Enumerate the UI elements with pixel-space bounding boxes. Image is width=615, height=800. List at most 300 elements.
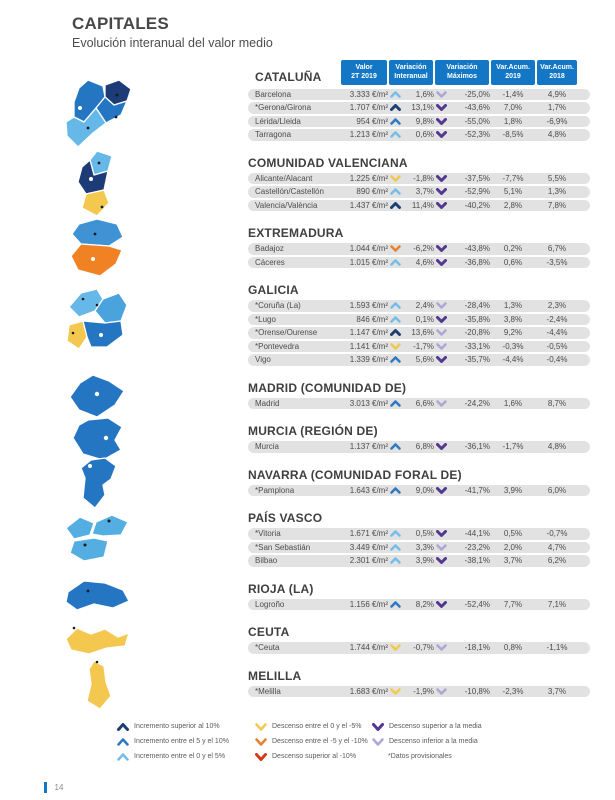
maximos-arrow <box>434 316 454 323</box>
acum-2019-value: -1,7% <box>502 442 524 451</box>
maximos-arrow <box>434 188 454 195</box>
page-subtitle: Evolución interanual del valor medio <box>72 36 273 50</box>
valor-value: 1.437 €/m² <box>349 200 388 210</box>
maximos-value: -35,8% <box>464 314 490 324</box>
interanual-value: 6,8% <box>415 442 434 451</box>
acum-2018-value: -0,7% <box>546 529 568 538</box>
interanual-value: 5,6% <box>415 355 434 364</box>
interanual-value: 0,6% <box>415 130 434 139</box>
region-map-cell <box>0 60 248 143</box>
maximos-arrow <box>434 329 454 336</box>
city-label: Barcelona <box>255 89 292 99</box>
region-content <box>248 226 590 270</box>
maximos-value: -43,8% <box>464 244 490 253</box>
acum-2019-value: 1,6% <box>503 398 523 408</box>
down-above-arrow-icon <box>436 356 447 363</box>
up-5-10-arrow-icon <box>390 601 401 608</box>
acum-2018-value: 6,7% <box>547 244 567 253</box>
interanual-arrow <box>388 329 404 336</box>
interanual-arrow <box>388 443 404 450</box>
down-below-arrow-icon <box>436 688 447 695</box>
valor-value: 1.141 €/m² <box>349 341 388 351</box>
down-0-5-arrow-icon <box>390 688 401 695</box>
valor-value: 1.593 €/m² <box>349 301 388 310</box>
region-section <box>0 381 615 412</box>
city-label: *Gerona/Girona <box>255 103 312 112</box>
city-label: *Coruña (La) <box>255 301 301 310</box>
city-label: Murcia <box>255 442 280 451</box>
city-label: *Lugo <box>255 314 276 324</box>
region-section <box>0 511 615 569</box>
acum-2019-value: -1,4% <box>502 89 524 99</box>
interanual-value: 0,5% <box>415 529 434 538</box>
region-map-madrid <box>67 372 129 420</box>
acum-2018-value: -0,4% <box>546 355 568 364</box>
maximos-value: -25,0% <box>464 89 490 99</box>
valor-value: 1.015 €/m² <box>349 257 388 267</box>
region-content <box>248 60 590 143</box>
down-0-5-arrow-icon <box>390 644 401 651</box>
city-row <box>248 116 590 128</box>
region-content <box>248 381 590 412</box>
city-row <box>248 398 590 410</box>
column-header: Variación Interanual <box>389 60 433 85</box>
acum-2019-value: 3,8% <box>503 314 523 324</box>
city-row <box>248 327 590 339</box>
acum-2018-value: -0,5% <box>546 341 568 351</box>
down-below-arrow-icon <box>436 544 447 551</box>
down-10-arrow-icon <box>255 753 267 761</box>
region-map-cell <box>0 625 248 656</box>
interanual-arrow <box>388 302 404 309</box>
region-section <box>0 669 615 700</box>
interanual-value: 3,9% <box>415 556 434 565</box>
maximos-arrow <box>434 356 454 363</box>
city-row <box>248 485 590 497</box>
down-below-arrow-icon <box>436 400 447 407</box>
down-above-arrow-icon <box>436 188 447 195</box>
legend-label: Descenso superior al -10% <box>272 753 357 760</box>
up-0-5-arrow-icon <box>390 131 401 138</box>
maximos-arrow <box>434 400 454 407</box>
region-map-cell <box>0 424 248 455</box>
region-map-valenciana <box>69 149 127 219</box>
city-label: *Melilla <box>255 686 281 696</box>
city-row <box>248 186 590 198</box>
valor-value: 1.744 €/m² <box>349 643 388 652</box>
acum-2018-value: 7,8% <box>547 200 567 210</box>
city-row <box>248 555 590 567</box>
city-label: Castellón/Castellón <box>255 187 324 196</box>
down-5-10-arrow-icon <box>390 245 401 252</box>
up-0-5-arrow-icon <box>390 302 401 309</box>
maximos-value: -37,5% <box>464 173 490 183</box>
interanual-arrow <box>388 245 404 252</box>
page-number-bar <box>44 782 47 793</box>
maximos-value: -36,1% <box>464 442 490 451</box>
region-map-galicia <box>61 285 135 365</box>
legend-item <box>255 719 372 734</box>
acum-2018-value: -6,9% <box>546 116 568 126</box>
acum-2018-value: 1,7% <box>547 103 567 112</box>
region-map-cell <box>0 669 248 700</box>
region-content <box>248 625 590 656</box>
region-section <box>0 60 615 143</box>
region-section <box>0 156 615 214</box>
interanual-arrow <box>388 544 404 551</box>
legend-item <box>255 749 372 764</box>
down-above-arrow-icon <box>436 104 447 111</box>
page-footer <box>44 782 63 793</box>
up-5-10-arrow-icon <box>117 738 129 746</box>
interanual-value: 0,1% <box>415 314 434 324</box>
maximos-arrow <box>434 530 454 537</box>
maximos-value: -28,4% <box>464 301 490 310</box>
acum-2019-value: -8,5% <box>502 130 524 139</box>
acum-2018-value: 4,9% <box>547 89 567 99</box>
city-label: Logroño <box>255 599 285 609</box>
city-label: Madrid <box>255 398 280 408</box>
legend-label: Descenso inferior a la media <box>389 738 478 745</box>
city-row <box>248 129 590 141</box>
city-row <box>248 354 590 366</box>
page-number: 14 <box>54 783 64 792</box>
down-below-arrow-icon <box>372 738 384 746</box>
city-row <box>248 257 590 269</box>
down-above-arrow-icon <box>436 245 447 252</box>
down-above-arrow-icon <box>436 443 447 450</box>
up-0-5-arrow-icon <box>390 557 401 564</box>
interanual-arrow <box>388 202 404 209</box>
city-row <box>248 243 590 255</box>
region-content <box>248 468 590 499</box>
maximos-arrow <box>434 202 454 209</box>
valor-value: 846 €/m² <box>356 314 388 324</box>
interanual-value: -1,7% <box>413 341 434 351</box>
maximos-value: -41,7% <box>464 485 490 495</box>
region-content <box>248 424 590 455</box>
region-map-navarra <box>76 456 120 510</box>
city-row <box>248 314 590 326</box>
acum-2019-value: 0,2% <box>503 244 523 253</box>
maximos-arrow <box>434 343 454 350</box>
interanual-arrow <box>388 343 404 350</box>
acum-2018-value: 1,3% <box>547 187 567 196</box>
up-5-10-arrow-icon <box>390 443 401 450</box>
interanual-arrow <box>388 557 404 564</box>
down-above-arrow-icon <box>436 316 447 323</box>
up-5-10-arrow-icon <box>390 118 401 125</box>
interanual-value: 11,4% <box>411 200 434 210</box>
down-above-arrow-icon <box>436 259 447 266</box>
region-content <box>248 582 590 613</box>
acum-2018-value: 4,7% <box>547 542 567 552</box>
acum-2018-value: 7,1% <box>547 599 567 609</box>
up-10-arrow-icon <box>390 329 401 336</box>
legend-item <box>372 719 615 734</box>
maximos-value: -20,8% <box>464 328 490 337</box>
city-row <box>248 102 590 114</box>
city-row <box>248 300 590 312</box>
acum-2019-value: 0,8% <box>503 643 523 652</box>
interanual-value: -1,9% <box>413 686 434 696</box>
up-0-5-arrow-icon <box>390 316 401 323</box>
valor-value: 1.683 €/m² <box>349 686 388 696</box>
region-title: MURCIA (REGIÓN DE) <box>248 424 378 438</box>
city-row <box>248 642 590 654</box>
interanual-arrow <box>388 400 404 407</box>
city-row <box>248 89 590 101</box>
valor-value: 1.213 €/m² <box>349 130 388 139</box>
valor-value: 1.707 €/m² <box>349 103 388 112</box>
interanual-value: 9,8% <box>415 116 434 126</box>
city-row <box>248 542 590 554</box>
acum-2019-value: 0,6% <box>503 257 523 267</box>
region-title: GALICIA <box>248 283 299 297</box>
region-content <box>248 669 590 700</box>
region-section <box>0 582 615 613</box>
acum-2019-value: 2,8% <box>503 200 523 210</box>
region-title: EXTREMADURA <box>248 226 344 240</box>
interanual-value: 2,4% <box>415 301 434 310</box>
region-title: NAVARRA (COMUNIDAD FORAL DE) <box>248 467 462 482</box>
city-label: *San Sebastián <box>255 542 311 552</box>
maximos-value: -43,6% <box>464 103 490 112</box>
acum-2018-value: 4,8% <box>547 442 567 451</box>
maximos-value: -10,8% <box>464 686 490 696</box>
acum-2018-value: -4,4% <box>546 328 568 337</box>
city-row <box>248 200 590 212</box>
up-10-arrow-icon <box>117 723 129 731</box>
acum-2019-value: 0,5% <box>503 529 523 538</box>
down-0-5-arrow-icon <box>390 175 401 182</box>
legend-label: Incremento entre el 0 y el 5% <box>134 753 226 760</box>
down-above-arrow-icon <box>436 557 447 564</box>
down-0-5-arrow-icon <box>390 343 401 350</box>
valor-value: 1.671 €/m² <box>349 529 388 538</box>
interanual-arrow <box>388 188 404 195</box>
acum-2019-value: -2,3% <box>502 686 524 696</box>
up-0-5-arrow-icon <box>390 91 401 98</box>
interanual-value: 13,6% <box>411 328 434 337</box>
city-row <box>248 441 590 453</box>
maximos-value: -44,1% <box>464 529 490 538</box>
down-above-arrow-icon <box>436 601 447 608</box>
down-above-arrow-icon <box>436 131 447 138</box>
legend-column <box>372 719 615 764</box>
maximos-value: -33,1% <box>464 341 490 351</box>
maximos-arrow <box>434 245 454 252</box>
acum-2019-value: -7,7% <box>502 173 524 183</box>
up-5-10-arrow-icon <box>390 487 401 494</box>
region-section <box>0 468 615 499</box>
city-label: *Pontevedra <box>255 341 300 351</box>
maximos-arrow <box>434 487 454 494</box>
legend-label: Descenso superior a la media <box>389 723 482 730</box>
maximos-arrow <box>434 259 454 266</box>
legend-item <box>255 734 372 749</box>
region-content <box>248 283 590 368</box>
region-map-rioja <box>64 575 132 619</box>
down-above-arrow-icon <box>436 202 447 209</box>
interanual-arrow <box>388 175 404 182</box>
region-title: CATALUÑA <box>255 69 322 84</box>
region-map-catalunya <box>60 76 136 154</box>
interanual-value: 4,6% <box>415 257 434 267</box>
region-content <box>248 156 590 214</box>
interanual-value: 3,7% <box>415 187 434 196</box>
interanual-value: 1,6% <box>415 89 434 99</box>
interanual-arrow <box>388 259 404 266</box>
acum-2018-value: -1,1% <box>546 643 568 652</box>
down-above-arrow-icon <box>436 530 447 537</box>
interanual-arrow <box>388 644 404 651</box>
down-above-arrow-icon <box>436 175 447 182</box>
valor-value: 1.147 €/m² <box>349 328 388 337</box>
region-map-cell <box>0 381 248 412</box>
interanual-arrow <box>388 688 404 695</box>
region-title: CEUTA <box>248 625 290 639</box>
city-label: Valencia/València <box>255 200 318 210</box>
acum-2018-value: 2,3% <box>547 301 567 310</box>
valor-value: 1.044 €/m² <box>349 244 388 253</box>
maximos-arrow <box>434 118 454 125</box>
region-map-ceuta <box>62 620 134 660</box>
maximos-arrow <box>434 302 454 309</box>
region-section <box>0 283 615 368</box>
region-map-cell <box>0 156 248 214</box>
down-below-arrow-icon <box>436 329 447 336</box>
up-0-5-arrow-icon <box>390 544 401 551</box>
acum-2019-value: 7,0% <box>503 103 523 112</box>
acum-2019-value: 2,0% <box>503 542 523 552</box>
interanual-value: 3,3% <box>415 542 434 552</box>
city-label: Vigo <box>255 355 271 364</box>
region-section <box>0 226 615 270</box>
acum-2019-value: 5,1% <box>503 187 523 196</box>
maximos-arrow <box>434 175 454 182</box>
acum-2019-value: -4,4% <box>502 355 524 364</box>
acum-2018-value: 6,2% <box>547 556 567 565</box>
valor-value: 2.301 €/m² <box>349 556 388 565</box>
acum-2019-value: 1,8% <box>503 116 523 126</box>
acum-2018-value: -2,4% <box>546 314 568 324</box>
region-map-cell <box>0 582 248 613</box>
maximos-value: -55,0% <box>464 116 490 126</box>
legend <box>117 719 615 764</box>
city-label: Tarragona <box>255 130 292 139</box>
acum-2018-value: -3,5% <box>546 257 568 267</box>
valor-value: 3.013 €/m² <box>349 398 388 408</box>
region-map-melilla <box>77 657 119 711</box>
city-row <box>248 173 590 185</box>
city-row <box>248 686 590 698</box>
up-0-5-arrow-icon <box>390 530 401 537</box>
maximos-value: -35,7% <box>464 355 490 364</box>
interanual-arrow <box>388 601 404 608</box>
region-title: RIOJA (LA) <box>248 581 314 596</box>
region-title: MADRID (COMUNIDAD DE) <box>248 380 407 395</box>
legend-column <box>117 719 255 764</box>
legend-column <box>255 719 372 764</box>
down-above-arrow-icon <box>436 118 447 125</box>
acum-2018-value: 5,5% <box>547 173 567 183</box>
up-0-5-arrow-icon <box>390 188 401 195</box>
legend-label: Descenso entre el 0 y el -5% <box>272 723 362 730</box>
interanual-value: -0,7% <box>413 643 434 652</box>
down-above-arrow-icon <box>436 487 447 494</box>
interanual-value: 6,6% <box>415 398 434 408</box>
valor-value: 1.643 €/m² <box>349 485 388 495</box>
down-0-5-arrow-icon <box>255 723 267 731</box>
valor-value: 1.137 €/m² <box>349 442 388 451</box>
legend-label: Incremento superior al 10% <box>134 723 220 730</box>
acum-2019-value: 9,2% <box>503 328 523 337</box>
legend-item <box>117 734 255 749</box>
down-below-arrow-icon <box>436 343 447 350</box>
region-map-extremadura <box>67 217 129 279</box>
region-map-cell <box>0 226 248 270</box>
region-title: MELILLA <box>248 668 302 683</box>
interanual-arrow <box>388 356 404 363</box>
acum-2018-value: 8,7% <box>547 398 567 408</box>
down-5-10-arrow-icon <box>255 738 267 746</box>
acum-2018-value: 4,8% <box>547 130 567 139</box>
valor-value: 1.156 €/m² <box>349 599 388 609</box>
interanual-arrow <box>388 91 404 98</box>
region-map-cell <box>0 468 248 499</box>
legend-item <box>117 749 255 764</box>
city-label: Badajoz <box>255 244 284 253</box>
down-below-arrow-icon <box>436 91 447 98</box>
up-10-arrow-icon <box>390 104 401 111</box>
column-header: Var.Acum. 2018 <box>537 60 577 85</box>
column-header: Variación Máximos <box>435 60 489 85</box>
valor-value: 1.339 €/m² <box>349 355 388 364</box>
valor-value: 1.225 €/m² <box>349 173 388 183</box>
city-label: *Ceuta <box>255 643 280 652</box>
maximos-arrow <box>434 544 454 551</box>
up-0-5-arrow-icon <box>390 259 401 266</box>
region-section <box>0 625 615 656</box>
page-title: CAPITALES <box>72 14 169 33</box>
maximos-arrow <box>434 644 454 651</box>
valor-value: 3.333 €/m² <box>349 89 388 99</box>
city-row <box>248 341 590 353</box>
acum-2019-value: -0,3% <box>502 341 524 351</box>
city-label: *Pamplona <box>255 485 295 495</box>
up-5-10-arrow-icon <box>390 356 401 363</box>
region-content <box>248 511 590 569</box>
legend-item <box>372 734 615 749</box>
regions-table <box>0 60 615 699</box>
city-label: *Vitoria <box>255 529 281 538</box>
legend-item <box>117 719 255 734</box>
up-10-arrow-icon <box>390 202 401 209</box>
down-below-arrow-icon <box>436 302 447 309</box>
maximos-arrow <box>434 443 454 450</box>
region-title: PAÍS VASCO <box>248 511 323 525</box>
city-label: *Orense/Ourense <box>255 328 318 337</box>
city-label: Bilbao <box>255 556 278 565</box>
region-title: COMUNIDAD VALENCIANA <box>248 155 408 170</box>
legend-label: Descenso entre el -5 y el -10% <box>272 738 368 745</box>
maximos-value: -52,9% <box>464 187 490 196</box>
acum-2019-value: 3,7% <box>503 556 523 565</box>
doc-header <box>72 14 615 50</box>
acum-2019-value: 7,7% <box>503 599 523 609</box>
legend-note <box>372 749 615 764</box>
